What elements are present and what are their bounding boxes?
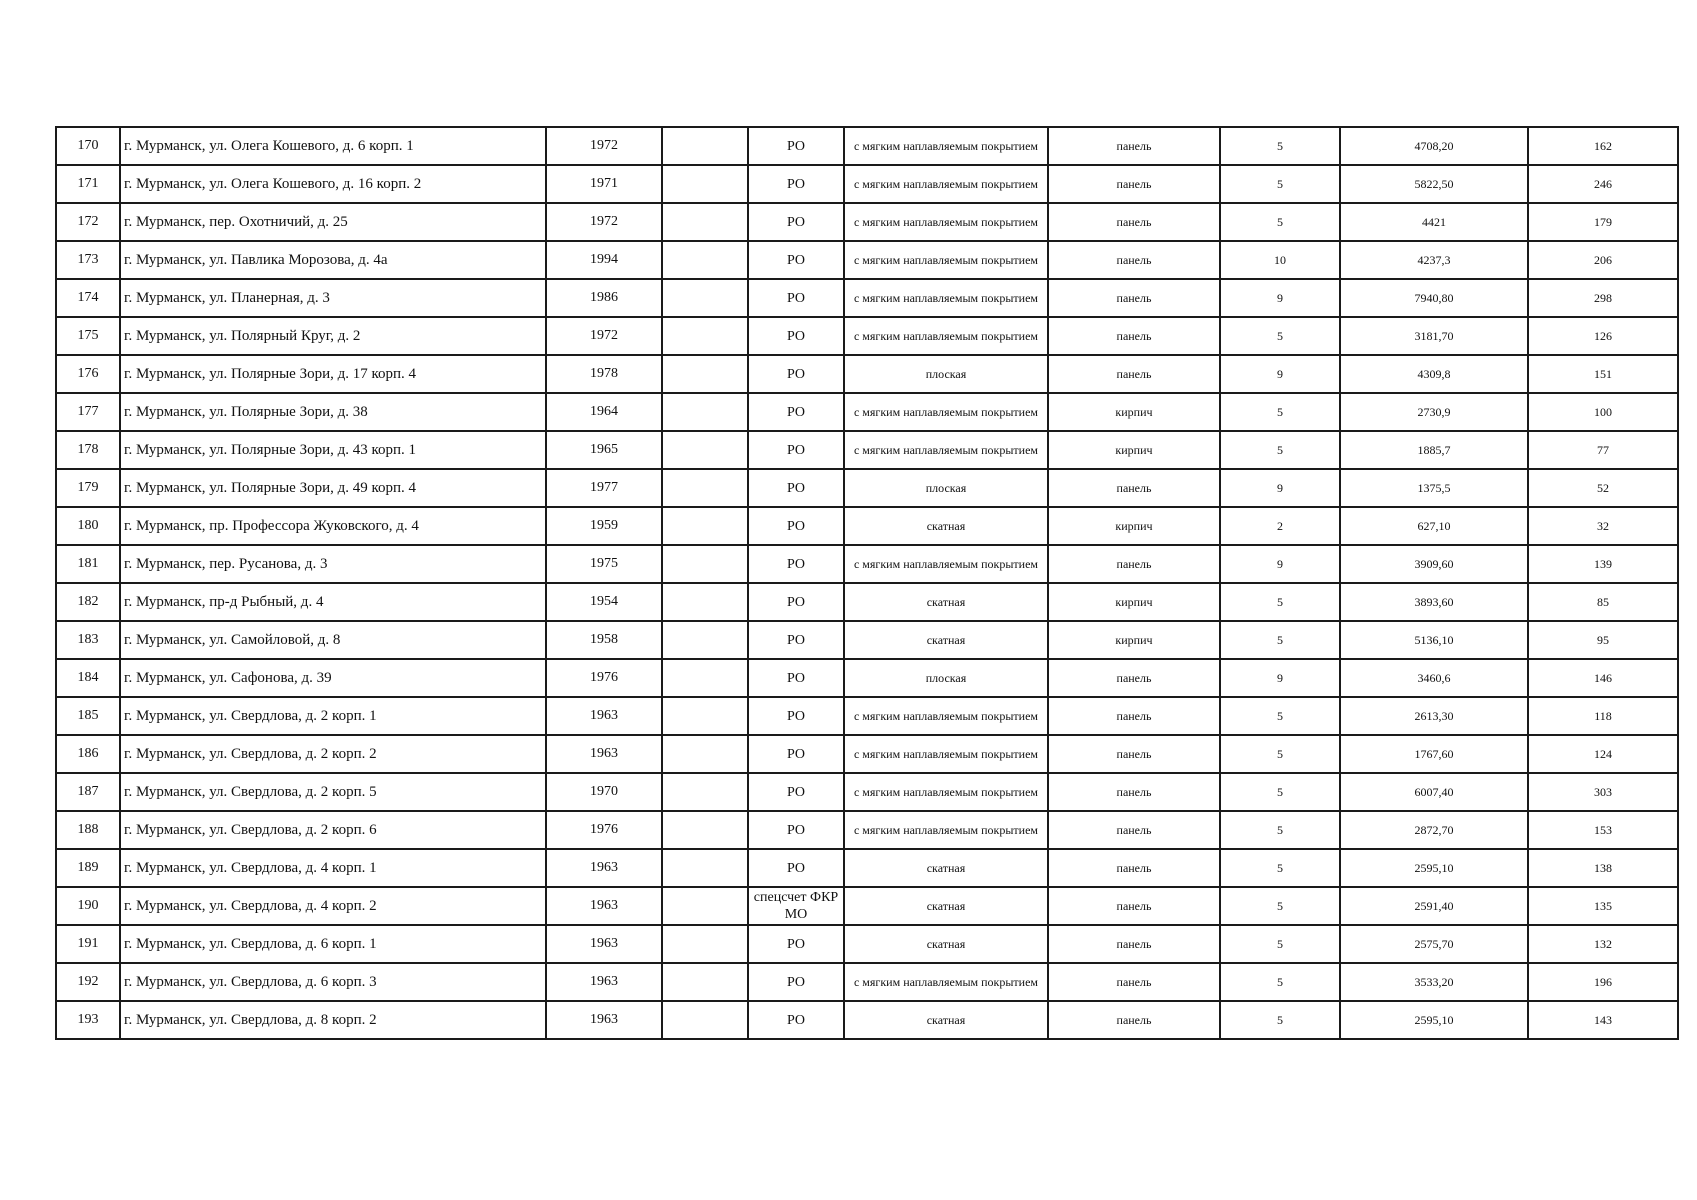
table-row [56,735,1678,773]
floors-cell: 5 [1220,887,1340,925]
year-cell: 1963 [546,735,662,773]
table-row [56,583,1678,621]
row-number: 187 [56,773,120,811]
address-cell: г. Мурманск, ул. Свердлова, д. 2 корп. 1 [120,697,546,735]
wall-material-cell: панель [1048,355,1220,393]
residents-cell: 132 [1528,925,1678,963]
floors-cell: 5 [1220,697,1340,735]
empty-cell [662,279,748,317]
fund-method-cell: РО [748,393,844,431]
empty-cell [662,431,748,469]
address-cell: г. Мурманск, ул. Свердлова, д. 6 корп. 3 [120,963,546,1001]
row-number: 173 [56,241,120,279]
empty-cell [662,317,748,355]
empty-cell [662,507,748,545]
residents-cell: 126 [1528,317,1678,355]
floors-cell: 5 [1220,1001,1340,1039]
residents-cell: 206 [1528,241,1678,279]
year-cell: 1971 [546,165,662,203]
roof-type-cell: с мягким наплавляемым покрытием [844,317,1048,355]
wall-material-cell: панель [1048,887,1220,925]
roof-type-cell: с мягким наплавляемым покрытием [844,165,1048,203]
area-cell: 2591,40 [1340,887,1528,925]
residents-cell: 146 [1528,659,1678,697]
floors-cell: 5 [1220,317,1340,355]
address-cell: г. Мурманск, ул. Полярные Зори, д. 17 корп. 4 [120,355,546,393]
year-cell: 1977 [546,469,662,507]
residents-cell: 151 [1528,355,1678,393]
row-number: 175 [56,317,120,355]
area-cell: 2613,30 [1340,697,1528,735]
empty-cell [662,1001,748,1039]
year-cell: 1954 [546,583,662,621]
residents-cell: 100 [1528,393,1678,431]
roof-type-cell: скатная [844,583,1048,621]
empty-cell [662,127,748,165]
empty-cell [662,469,748,507]
roof-type-cell: с мягким наплавляемым покрытием [844,431,1048,469]
empty-cell [662,659,748,697]
fund-method-cell: РО [748,621,844,659]
table-row [56,963,1678,1001]
year-cell: 1963 [546,887,662,925]
row-number: 186 [56,735,120,773]
residents-cell: 124 [1528,735,1678,773]
year-cell: 1972 [546,127,662,165]
table-row [56,279,1678,317]
address-cell: г. Мурманск, ул. Свердлова, д. 2 корп. 6 [120,811,546,849]
fund-method-cell: РО [748,849,844,887]
wall-material-cell: панель [1048,469,1220,507]
area-cell: 4237,3 [1340,241,1528,279]
empty-cell [662,735,748,773]
table-row [56,355,1678,393]
row-number: 178 [56,431,120,469]
area-cell: 4309,8 [1340,355,1528,393]
fund-method-cell: РО [748,431,844,469]
area-cell: 2730,9 [1340,393,1528,431]
fund-method-cell: РО [748,773,844,811]
year-cell: 1963 [546,849,662,887]
wall-material-cell: панель [1048,165,1220,203]
residents-cell: 196 [1528,963,1678,1001]
address-cell: г. Мурманск, пер. Русанова, д. 3 [120,545,546,583]
address-cell: г. Мурманск, ул. Полярные Зори, д. 38 [120,393,546,431]
residents-cell: 85 [1528,583,1678,621]
wall-material-cell: панель [1048,849,1220,887]
table-row [56,697,1678,735]
year-cell: 1965 [546,431,662,469]
area-cell: 2595,10 [1340,1001,1528,1039]
area-cell: 4708,20 [1340,127,1528,165]
roof-type-cell: с мягким наплавляемым покрытием [844,773,1048,811]
year-cell: 1963 [546,697,662,735]
year-cell: 1994 [546,241,662,279]
fund-method-cell: РО [748,925,844,963]
residents-cell: 95 [1528,621,1678,659]
wall-material-cell: панель [1048,1001,1220,1039]
roof-type-cell: скатная [844,925,1048,963]
row-number: 181 [56,545,120,583]
row-number: 171 [56,165,120,203]
floors-cell: 5 [1220,127,1340,165]
row-number: 191 [56,925,120,963]
row-number: 192 [56,963,120,1001]
floors-cell: 5 [1220,583,1340,621]
table-row [56,545,1678,583]
roof-type-cell: с мягким наплавляемым покрытием [844,393,1048,431]
row-number: 170 [56,127,120,165]
roof-type-cell: скатная [844,887,1048,925]
wall-material-cell: панель [1048,735,1220,773]
residents-cell: 52 [1528,469,1678,507]
row-number: 184 [56,659,120,697]
floors-cell: 5 [1220,431,1340,469]
row-number: 190 [56,887,120,925]
fund-method-cell: РО [748,811,844,849]
year-cell: 1972 [546,203,662,241]
area-cell: 7940,80 [1340,279,1528,317]
row-number: 177 [56,393,120,431]
row-number: 188 [56,811,120,849]
table-row [56,621,1678,659]
empty-cell [662,887,748,925]
roof-type-cell: с мягким наплавляемым покрытием [844,811,1048,849]
row-number: 189 [56,849,120,887]
area-cell: 6007,40 [1340,773,1528,811]
table-row [56,431,1678,469]
floors-cell: 9 [1220,279,1340,317]
roof-type-cell: с мягким наплавляемым покрытием [844,697,1048,735]
address-cell: г. Мурманск, ул. Сафонова, д. 39 [120,659,546,697]
fund-method-cell: РО [748,507,844,545]
area-cell: 3909,60 [1340,545,1528,583]
fund-method-cell: РО [748,241,844,279]
wall-material-cell: панель [1048,925,1220,963]
address-cell: г. Мурманск, ул. Олега Кошевого, д. 16 корп. 2 [120,165,546,203]
roof-type-cell: с мягким наплавляемым покрытием [844,735,1048,773]
residents-cell: 32 [1528,507,1678,545]
table-row [56,925,1678,963]
floors-cell: 5 [1220,393,1340,431]
floors-cell: 5 [1220,773,1340,811]
area-cell: 1767,60 [1340,735,1528,773]
table-row [56,773,1678,811]
fund-method-cell: РО [748,659,844,697]
residents-cell: 77 [1528,431,1678,469]
empty-cell [662,773,748,811]
area-cell: 5136,10 [1340,621,1528,659]
empty-cell [662,241,748,279]
address-cell: г. Мурманск, пр. Профессора Жуковского, д. 4 [120,507,546,545]
address-cell: г. Мурманск, ул. Свердлова, д. 2 корп. 2 [120,735,546,773]
row-number: 193 [56,1001,120,1039]
roof-type-cell: с мягким наплавляемым покрытием [844,127,1048,165]
table-row [56,887,1678,925]
empty-cell [662,355,748,393]
wall-material-cell: кирпич [1048,431,1220,469]
table-row [56,317,1678,355]
fund-method-cell: РО [748,165,844,203]
fund-method-cell: РО [748,1001,844,1039]
address-cell: г. Мурманск, ул. Свердлова, д. 8 корп. 2 [120,1001,546,1039]
row-number: 172 [56,203,120,241]
row-number: 174 [56,279,120,317]
table-row [56,811,1678,849]
wall-material-cell: панель [1048,697,1220,735]
wall-material-cell: панель [1048,659,1220,697]
floors-cell: 5 [1220,735,1340,773]
area-cell: 3181,70 [1340,317,1528,355]
residents-cell: 143 [1528,1001,1678,1039]
address-cell: г. Мурманск, ул. Полярный Круг, д. 2 [120,317,546,355]
year-cell: 1976 [546,811,662,849]
wall-material-cell: панель [1048,545,1220,583]
address-cell: г. Мурманск, ул. Полярные Зори, д. 43 корп. 1 [120,431,546,469]
housing-registry-table [55,126,1679,1040]
empty-cell [662,203,748,241]
table-row [56,241,1678,279]
floors-cell: 5 [1220,963,1340,1001]
empty-cell [662,811,748,849]
area-cell: 3893,60 [1340,583,1528,621]
roof-type-cell: скатная [844,507,1048,545]
row-number: 179 [56,469,120,507]
address-cell: г. Мурманск, пр-д Рыбный, д. 4 [120,583,546,621]
wall-material-cell: панель [1048,811,1220,849]
empty-cell [662,583,748,621]
roof-type-cell: с мягким наплавляемым покрытием [844,963,1048,1001]
empty-cell [662,925,748,963]
address-cell: г. Мурманск, ул. Олега Кошевого, д. 6 корп. 1 [120,127,546,165]
roof-type-cell: скатная [844,1001,1048,1039]
area-cell: 5822,50 [1340,165,1528,203]
area-cell: 1885,7 [1340,431,1528,469]
year-cell: 1986 [546,279,662,317]
residents-cell: 139 [1528,545,1678,583]
area-cell: 2872,70 [1340,811,1528,849]
table-row [56,203,1678,241]
floors-cell: 10 [1220,241,1340,279]
roof-type-cell: с мягким наплавляемым покрытием [844,203,1048,241]
floors-cell: 5 [1220,925,1340,963]
wall-material-cell: панель [1048,203,1220,241]
fund-method-cell: РО [748,355,844,393]
row-number: 180 [56,507,120,545]
floors-cell: 9 [1220,469,1340,507]
empty-cell [662,963,748,1001]
roof-type-cell: скатная [844,849,1048,887]
address-cell: г. Мурманск, ул. Свердлова, д. 2 корп. 5 [120,773,546,811]
wall-material-cell: кирпич [1048,507,1220,545]
fund-method-cell: РО [748,735,844,773]
residents-cell: 246 [1528,165,1678,203]
year-cell: 1958 [546,621,662,659]
floors-cell: 5 [1220,849,1340,887]
floors-cell: 5 [1220,165,1340,203]
fund-method-cell: спецсчет ФКР МО [748,887,844,925]
wall-material-cell: панель [1048,241,1220,279]
year-cell: 1963 [546,925,662,963]
year-cell: 1975 [546,545,662,583]
year-cell: 1963 [546,963,662,1001]
roof-type-cell: плоская [844,469,1048,507]
wall-material-cell: кирпич [1048,583,1220,621]
residents-cell: 162 [1528,127,1678,165]
address-cell: г. Мурманск, ул. Полярные Зори, д. 49 корп. 4 [120,469,546,507]
table-row [56,507,1678,545]
year-cell: 1978 [546,355,662,393]
table-row [56,849,1678,887]
wall-material-cell: панель [1048,279,1220,317]
address-cell: г. Мурманск, ул. Павлика Морозова, д. 4а [120,241,546,279]
address-cell: г. Мурманск, ул. Самойловой, д. 8 [120,621,546,659]
empty-cell [662,621,748,659]
address-cell: г. Мурманск, ул. Свердлова, д. 4 корп. 1 [120,849,546,887]
roof-type-cell: скатная [844,621,1048,659]
table-row [56,393,1678,431]
roof-type-cell: плоская [844,355,1048,393]
area-cell: 1375,5 [1340,469,1528,507]
fund-method-cell: РО [748,317,844,355]
year-cell: 1963 [546,1001,662,1039]
empty-cell [662,849,748,887]
fund-method-cell: РО [748,963,844,1001]
address-cell: г. Мурманск, ул. Свердлова, д. 4 корп. 2 [120,887,546,925]
fund-method-cell: РО [748,697,844,735]
area-cell: 4421 [1340,203,1528,241]
fund-method-cell: РО [748,279,844,317]
row-number: 176 [56,355,120,393]
empty-cell [662,545,748,583]
wall-material-cell: панель [1048,773,1220,811]
wall-material-cell: кирпич [1048,393,1220,431]
wall-material-cell: панель [1048,127,1220,165]
wall-material-cell: панель [1048,317,1220,355]
row-number: 183 [56,621,120,659]
year-cell: 1972 [546,317,662,355]
residents-cell: 179 [1528,203,1678,241]
fund-method-cell: РО [748,583,844,621]
residents-cell: 303 [1528,773,1678,811]
year-cell: 1959 [546,507,662,545]
roof-type-cell: с мягким наплавляемым покрытием [844,241,1048,279]
roof-type-cell: с мягким наплавляемым покрытием [844,279,1048,317]
wall-material-cell: панель [1048,963,1220,1001]
floors-cell: 5 [1220,621,1340,659]
residents-cell: 118 [1528,697,1678,735]
fund-method-cell: РО [748,545,844,583]
fund-method-cell: РО [748,127,844,165]
row-number: 182 [56,583,120,621]
empty-cell [662,393,748,431]
year-cell: 1976 [546,659,662,697]
registry-body [56,127,1678,1039]
table-row [56,469,1678,507]
area-cell: 627,10 [1340,507,1528,545]
address-cell: г. Мурманск, пер. Охотничий, д. 25 [120,203,546,241]
address-cell: г. Мурманск, ул. Свердлова, д. 6 корп. 1 [120,925,546,963]
year-cell: 1970 [546,773,662,811]
residents-cell: 298 [1528,279,1678,317]
address-cell: г. Мурманск, ул. Планерная, д. 3 [120,279,546,317]
area-cell: 3533,20 [1340,963,1528,1001]
roof-type-cell: с мягким наплавляемым покрытием [844,545,1048,583]
floors-cell: 5 [1220,811,1340,849]
row-number: 185 [56,697,120,735]
table-row [56,165,1678,203]
empty-cell [662,165,748,203]
fund-method-cell: РО [748,469,844,507]
residents-cell: 153 [1528,811,1678,849]
floors-cell: 9 [1220,545,1340,583]
area-cell: 2575,70 [1340,925,1528,963]
floors-cell: 9 [1220,659,1340,697]
residents-cell: 135 [1528,887,1678,925]
roof-type-cell: плоская [844,659,1048,697]
fund-method-cell: РО [748,203,844,241]
residents-cell: 138 [1528,849,1678,887]
table-row [56,1001,1678,1039]
empty-cell [662,697,748,735]
table-row [56,659,1678,697]
floors-cell: 2 [1220,507,1340,545]
floors-cell: 9 [1220,355,1340,393]
year-cell: 1964 [546,393,662,431]
area-cell: 3460,6 [1340,659,1528,697]
table-row [56,127,1678,165]
floors-cell: 5 [1220,203,1340,241]
wall-material-cell: кирпич [1048,621,1220,659]
area-cell: 2595,10 [1340,849,1528,887]
